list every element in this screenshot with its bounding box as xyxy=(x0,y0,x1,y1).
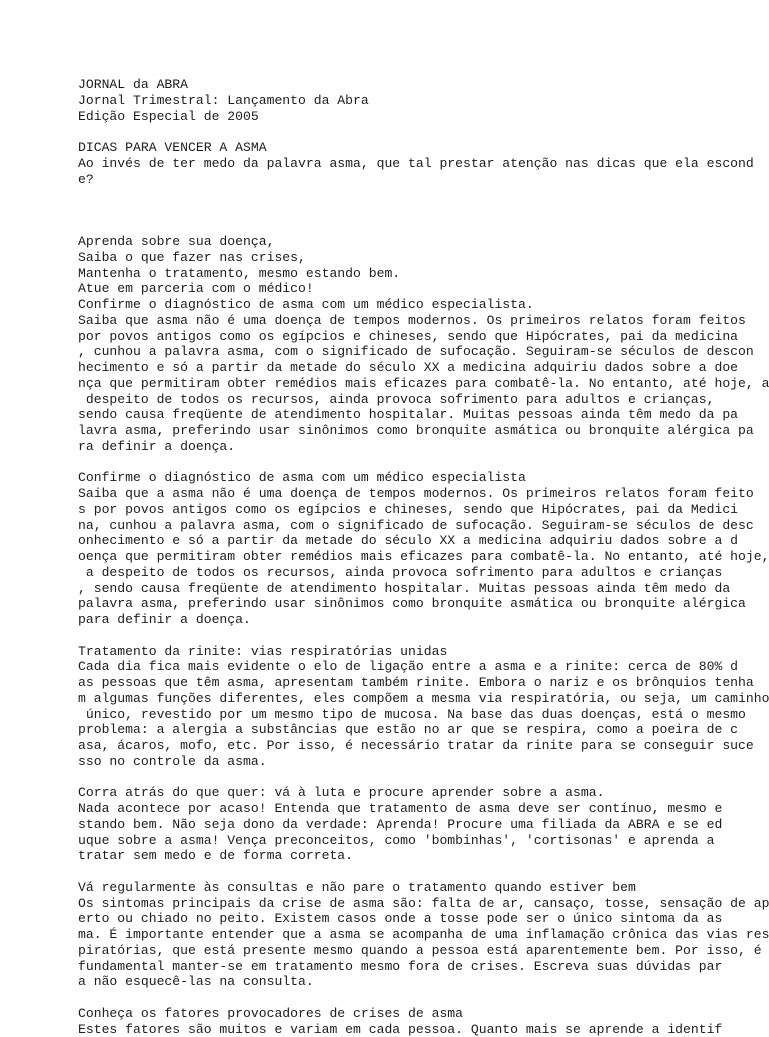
tips-line: Atue em parceria com o médico! xyxy=(78,281,760,297)
diagnostico-section xyxy=(78,470,760,628)
tips-line: Mantenha o tratamento, mesmo estando bem. xyxy=(78,266,760,282)
section-line: oença que permitiram obter remédios mais eficazes para combatê-la. No entanto, até hoje, xyxy=(78,549,760,565)
tips-section xyxy=(78,234,760,455)
tips-line: despeito de todos os recursos, ainda provoca sofrimento para adultos e crianças, xyxy=(78,392,760,408)
section-title: Vá regularmente às consultas e não pare o tratamento quando estiver bem xyxy=(78,880,760,896)
section-line: ma. É importante entender que a asma se acompanha de uma inflamação crônica das vias res xyxy=(78,927,760,943)
section-line: asa, ácaros, mofo, etc. Por isso, é necessário tratar da rinite para se conseguir suce xyxy=(78,738,760,754)
section-line: na, cunhou a palavra asma, com o significado de sufocação. Seguiram-se séculos de desc xyxy=(78,518,760,534)
tips-line: por povos antigos como os egípcios e chineses, sendo que Hipócrates, pai da medicina xyxy=(78,329,760,345)
section-line: Estes fatores são muitos e variam em cada pessoa. Quanto mais se aprende a identif xyxy=(78,1022,760,1037)
tips-line: Saiba o que fazer nas crises, xyxy=(78,250,760,266)
tips-line: Saiba que asma não é uma doença de tempos modernos. Os primeiros relatos foram feitos xyxy=(78,313,760,329)
section-line: piratórias, que está presente mesmo quando a pessoa está aparentemente bem. Por isso, é xyxy=(78,943,760,959)
section-line: a despeito de todos os recursos, ainda provoca sofrimento para adultos e crianças xyxy=(78,565,760,581)
fatores-section xyxy=(78,1006,760,1037)
section-line: Os sintomas principais da crise de asma são: falta de ar, cansaço, tosse, sensação de ap xyxy=(78,896,760,912)
section-title: Conheça os fatores provocadores de crises de asma xyxy=(78,1006,760,1022)
section-line: s por povos antigos como os egípcios e chineses, sendo que Hipócrates, pai da Medici xyxy=(78,502,760,518)
tips-line: lavra asma, preferindo usar sinônimos como bronquite asmática ou bronquite alérgica pa xyxy=(78,423,760,439)
intro-section xyxy=(78,140,760,187)
section-line: problema: a alergia a substâncias que estão no ar que se respira, como a poeira de c xyxy=(78,722,760,738)
section-line: as pessoas que têm asma, apresentam também rinite. Embora o nariz e os brônquios tenha xyxy=(78,675,760,691)
section-title: Confirme o diagnóstico de asma com um médico especialista xyxy=(78,470,760,486)
intro-line: Ao invés de ter medo da palavra asma, que tal prestar atenção nas dicas que ela escond xyxy=(78,156,760,172)
section-title: Tratamento da rinite: vias respiratórias unidas xyxy=(78,644,760,660)
tips-line: Confirme o diagnóstico de asma com um médico especialista. xyxy=(78,297,760,313)
journal-name: JORNAL da ABRA xyxy=(78,77,760,93)
section-line: Saiba que a asma não é uma doença de tempos modernos. Os primeiros relatos foram feito xyxy=(78,486,760,502)
section-line: sso no controle da asma. xyxy=(78,754,760,770)
tips-line: , cunhou a palavra asma, com o significado de sufocação. Seguiram-se séculos de descon xyxy=(78,344,760,360)
section-line: a não esquecê-las na consulta. xyxy=(78,974,760,990)
rinite-section xyxy=(78,644,760,770)
section-line: erto ou chiado no peito. Existem casos onde a tosse pode ser o único sintoma da as xyxy=(78,911,760,927)
corra-section xyxy=(78,785,760,864)
section-line: Cada dia fica mais evidente o elo de ligação entre a asma e a rinite: cerca de 80% d xyxy=(78,659,760,675)
section-line: onhecimento e só a partir da metade do século XX a medicina adquiriu dados sobre a d xyxy=(78,533,760,549)
section-line: m algumas funções diferentes, eles compõem a mesma via respiratória, ou seja, um caminho xyxy=(78,691,760,707)
section-line: stando bem. Não seja dono da verdade: Aprenda! Procure uma filiada da ABRA e se ed xyxy=(78,817,760,833)
journal-header xyxy=(78,77,760,124)
section-title: Corra atrás do que quer: vá à luta e procure aprender sobre a asma. xyxy=(78,785,760,801)
tips-line: sendo causa freqüente de atendimento hospitalar. Muitas pessoas ainda têm medo da pa xyxy=(78,407,760,423)
section-line: fundamental manter-se em tratamento mesmo fora de crises. Escreva suas dúvidas par xyxy=(78,959,760,975)
tips-line: nça que permitiram obter remédios mais eficazes para combatê-la. No entanto, até hoje, a xyxy=(78,376,760,392)
section-line: uque sobre a asma! Vença preconceitos, como 'bombinhas', 'cortisonas' e aprenda a xyxy=(78,833,760,849)
intro-title: DICAS PARA VENCER A ASMA xyxy=(78,140,760,156)
tips-line: ra definir a doença. xyxy=(78,439,760,455)
tips-line: Aprenda sobre sua doença, xyxy=(78,234,760,250)
intro-line: e? xyxy=(78,172,760,188)
section-line: para definir a doença. xyxy=(78,612,760,628)
section-line: tratar sem medo e de forma correta. xyxy=(78,848,760,864)
section-line: palavra asma, preferindo usar sinônimos como bronquite asmática ou bronquite alérgica xyxy=(78,596,760,612)
consultas-section xyxy=(78,880,760,990)
journal-edition: Edição Especial de 2005 xyxy=(78,109,760,125)
tips-line: hecimento e só a partir da metade do século XX a medicina adquiriu dados sobre a doe xyxy=(78,360,760,376)
section-line: Nada acontece por acaso! Entenda que tratamento de asma deve ser contínuo, mesmo e xyxy=(78,801,760,817)
journal-subtitle: Jornal Trimestral: Lançamento da Abra xyxy=(78,93,760,109)
section-line: , sendo causa freqüente de atendimento hospitalar. Muitas pessoas ainda têm medo da xyxy=(78,581,760,597)
section-line: único, revestido por um mesmo tipo de mucosa. Na base das duas doenças, está o mesmo xyxy=(78,707,760,723)
